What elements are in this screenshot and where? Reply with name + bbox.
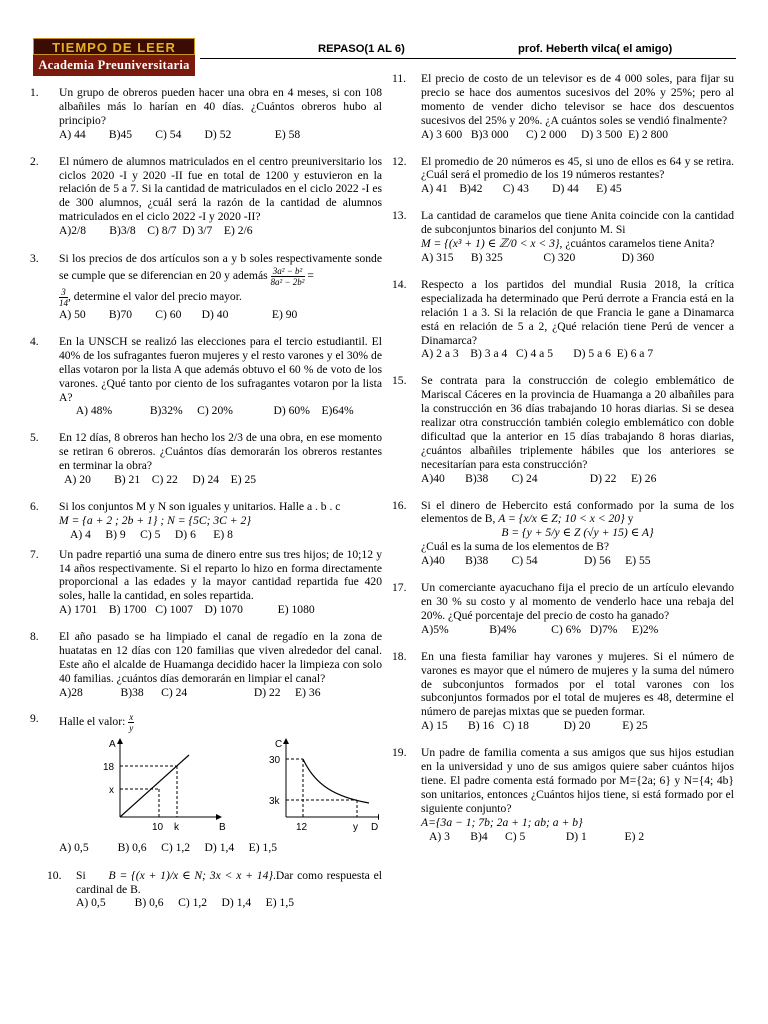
- x-axis-label: B: [219, 821, 226, 833]
- answer-options: A) 315 B) 325 C) 320 D) 360: [421, 250, 655, 264]
- question-1: [30, 86, 382, 142]
- question-number: 15.: [392, 374, 407, 388]
- question-8: [30, 630, 382, 700]
- answer-options: A) 50 B)70 C) 60 D) 40 E) 90: [59, 307, 298, 321]
- question-text-part: Si los precios de dos artículos son a y b soles respectivamente sonde se cumple que se diferencian en 20 y además: [59, 252, 382, 283]
- equals-sign: =: [307, 269, 314, 283]
- question-number: 19.: [392, 746, 407, 760]
- question-10: [30, 869, 382, 911]
- question-6: [30, 500, 382, 542]
- answer-options: A) 48% B)32% C) 20% D) 60% E)64%: [59, 404, 354, 418]
- question-text: Un padre repartió una suma de dinero entre sus tres hijos; de 10;12 y 14 años respectivamente. Si el reparto lo hizo en forma directamente proporcional a las edades y la mayor cantidad repartida fue 420 soles, halle la cantidad, en soles repartida.: [59, 547, 382, 603]
- answer-options: A) 41 B)42 C) 43 D) 44 E) 45: [421, 182, 622, 196]
- value-fraction: $\frac{3}{14}$: [59, 286, 68, 308]
- set-definition: M = {a + 2 ; 2b + 1} ; N = {5C; 3C + 2}: [59, 513, 251, 527]
- question-number: 11.: [392, 72, 407, 85]
- answer-options: A) 0,5 B) 0,6 C) 1,2 D) 1,4 E) 1,5: [59, 840, 278, 854]
- question-number: 18.: [392, 649, 407, 663]
- logo-bottom-text: Academia Preuniversitaria: [33, 55, 195, 76]
- x-tick-label: y: [353, 821, 358, 833]
- question-text: En 12 días, 8 obreros han hecho los 2/3 de una obra, en ese momento se retiran 6 obreros. ¿Cuántos días demorarán los obreros restantes en terminar la obra?: [59, 431, 382, 473]
- answer-options: A) 3 600 B)3 000 C) 2 000 D) 3 500 E) 2 800: [421, 127, 668, 141]
- x-axis-label: D: [371, 821, 379, 833]
- left-column: [30, 86, 382, 910]
- question-text: El año pasado se ha limpiado el canal de regadío en la zona de huatatas en 12 días con 120 familias que viven alrededor del canal. Este año el alcalde de Huamanga decidido hacer la limpieza con solo 40 familias. ¿cuántos días demorarán en limpiar el canal?: [59, 630, 382, 685]
- answer-options: A)5% B)4% C) 6% D)7% E)2%: [421, 622, 659, 636]
- answer-options: A) 4 B) 9 C) 5 D) 6 E) 8: [59, 527, 233, 541]
- question-text: Si B = {(x + 1)/x ∈ N; 3x < x + 14}.Dar como respuesta el cardinal de B.: [76, 868, 382, 896]
- question-number: 14.: [392, 277, 407, 291]
- y-axis-label: C: [275, 738, 283, 750]
- question-11: [392, 72, 734, 142]
- question-text: Un padre de familia comenta a sus amigos que sus hijos estudian en la universidad y uno de sus amigos quiere saber cuántos hijos tiene. El padre comenta está formado por M={2a; 6} y N={4; 4b} son unitarios, entonces ¿Cuántos hijos tiene, si está formado por el siguiente conjunto?: [421, 746, 734, 815]
- question-3: [30, 252, 382, 322]
- answer-options: A) 3 B)4 C) 5 D) 1 E) 2: [421, 829, 645, 843]
- question-prompt: ¿Cuál es la suma de los elementos de B?: [421, 540, 610, 554]
- question-text: Si el dinero de Hebercito está conformado por la suma de los elementos de B, A = {x/x ∈ Z; 10 < x < 20} y: [421, 498, 734, 526]
- answer-options: A)40 B)38 C) 24 D) 22 E) 26: [421, 471, 657, 485]
- answer-options: A)2/8 B)3/8 C) 8/7 D) 3/7 E) 2/6: [59, 224, 253, 238]
- answer-options: A) 20 B) 21 C) 22 D) 24 E) 25: [59, 473, 257, 487]
- question-9: [30, 712, 382, 855]
- question-number: 12.: [392, 154, 407, 168]
- question-number: 17.: [392, 581, 407, 595]
- question-text: Un grupo de obreros pueden hacer una obra en 4 meses, si con 108 albañiles más lo harían en 40 días. ¿Cuántos obreros hubo al principio?: [59, 86, 382, 127]
- xy-fraction: $\frac{x}{y}$: [129, 711, 134, 733]
- question-17: [392, 581, 734, 637]
- question-5: [30, 431, 382, 487]
- logo-top-text: TIEMPO DE LEER: [33, 38, 195, 55]
- y-tick-label: 18: [103, 761, 115, 773]
- answer-options: A) 15 B) 16 C) 18 D) 20 E) 25: [421, 719, 648, 733]
- question-number: 13.: [392, 209, 407, 223]
- question-text: En una fiesta familiar hay varones y mujeres. Si el número de varones es mayor que el número de mujeres y la suma del número de subconjuntos formados por el total varones con los subconjuntos formados por el total de mujeres es 48, determine el número de parejas mixtas que se pueden formar.: [421, 649, 734, 719]
- academy-logo: [33, 38, 195, 76]
- question-number: 1.: [30, 86, 39, 99]
- set-b: B = {y + 5/y ∈ Z (√y + 15) ∈ A}: [501, 526, 654, 540]
- line-series: [120, 755, 189, 817]
- ratio-fraction: $\frac{\text{3a² − b²}}{\text{8a² − 2b²}}$: [270, 265, 305, 287]
- question-text: Se contrata para la construcción de colegio emblemático de Mariscal Cáceres en la provincia de Huamanga a 20 albañiles para la construcción en 36 días trabajando 10 horas diarias. Si se desea realizar otra construcción también colegio emblemático con doble dificultad que la anterior en 15 días trabajando 8 horas diarias, ¿cuántos albañiles triplemente hábiles que los anteriores se necesitarían para esta construcción?: [421, 374, 734, 471]
- proportionality-graphs: [59, 733, 382, 841]
- question-number: 5.: [30, 431, 39, 445]
- question-16: [392, 499, 734, 569]
- y-tick-label: 30: [269, 754, 281, 766]
- graphs-svg: [59, 733, 379, 841]
- answer-options: A) 2 a 3 B) 3 a 4 C) 4 a 5 D) 5 a 6 E) 6 a 7: [421, 347, 654, 361]
- question-number: 16.: [392, 498, 407, 512]
- y-tick-label: 3k: [269, 795, 280, 807]
- question-number: 7.: [30, 547, 39, 561]
- y-tick-label: x: [109, 784, 114, 796]
- question-number: 8.: [30, 630, 39, 644]
- question-number: 10.: [47, 868, 62, 882]
- set-definition: M = {(x³ + 1) ∈ ℤ/0 < x < 3}: [421, 237, 560, 251]
- x-tick-label: 12: [296, 821, 308, 833]
- question-18: [392, 650, 734, 733]
- question-19: [392, 746, 734, 843]
- question-15: [392, 374, 734, 485]
- set-definition: A={3a − 1; 7b; 2a + 1; ab; a + b}: [421, 815, 583, 829]
- answer-options: A)28 B)38 C) 24 D) 22 E) 36: [59, 685, 321, 699]
- question-13: [392, 209, 734, 265]
- curve-series: [303, 759, 369, 803]
- answer-options: A) 1701 B) 1700 C) 1007 D) 1070 E) 1080: [59, 603, 315, 617]
- question-14: [392, 278, 734, 361]
- question-text: El promedio de 20 números es 45, si uno de ellos es 64 y se retira. ¿Cuál será el promedio de los 19 números restantes?: [421, 154, 734, 182]
- set-definition: B = {(x + 1)/x ∈ N; 3x < x + 14}: [108, 868, 274, 882]
- x-tick-label: k: [174, 821, 179, 833]
- question-text: El número de alumnos matriculados en el centro preuniversitario los ciclos 2020 -I y 2020 -II fue en total de 1200 y estuvieron en la relación de 5 a 7. Si la cantidad de matriculados en el ciclo 2022 -I es de 300 alumnos, ¿cuál será la razón de la cantidad de alumnos matriculados en el ciclo 2022 -I y 2020 -II?: [59, 154, 382, 224]
- question-4: [30, 335, 382, 418]
- question-number: 6.: [30, 499, 39, 513]
- question-text: Halle el valor: $\frac{x}{y}$: [59, 711, 134, 733]
- right-column: [392, 72, 734, 844]
- x-tick-label: 10: [152, 821, 164, 833]
- question-text: Respecto a los partidos del mundial Rusia 2018, la crítica especializada ha determinado que Perú derrote a Francia está en la relación 1 a 3. Si la relación de que Francia le gane a Dinamarca está en relación de 5 a 2, ¿Qué relación tiene Perú de vencer a Dinamarca?: [421, 277, 734, 347]
- answer-options: A) 0,5 B) 0,6 C) 1,2 D) 1,4 E) 1,5: [76, 896, 295, 910]
- question-text: Si los conjuntos M y N son iguales y unitarios. Halle a . b . c: [59, 499, 341, 513]
- graph-inverse: [269, 739, 379, 833]
- teacher-name: prof. Heberth vilca( el amigo): [518, 43, 673, 55]
- question-text: [59, 252, 382, 308]
- question-number: 4.: [30, 334, 39, 348]
- answer-options: A)40 B)38 C) 54 D) 56 E) 55: [421, 554, 651, 568]
- question-number: 3.: [30, 252, 39, 266]
- graph-direct: [103, 739, 226, 833]
- header-rule: [200, 58, 736, 59]
- question-number: 9.: [30, 711, 39, 725]
- set-a: A = {x/x ∈ Z; 10 < x < 20}: [498, 512, 625, 526]
- question-text: La cantidad de caramelos que tiene Anita coincide con la cantidad de subconjuntos binarios del conjunto M. Si M = {(x³ + 1) ∈ ℤ/0 < x < 3}, ¿cuántos caramelos tiene Anita?: [421, 209, 734, 251]
- question-text-part: , determine el valor del precio mayor.: [68, 290, 242, 304]
- question-number: 2.: [30, 154, 39, 168]
- question-12: [392, 155, 734, 197]
- question-text: El precio de costo de un televisor es de 4 000 soles, para fijar su precio se hace dos aumentos sucesivos del 20% y 25%; pero al momento de vender dicho televisor se hace dos descuentos sucesivos del 25% y 20%. ¿A cuántos soles se vendió finalmente?: [421, 72, 734, 127]
- question-text: En la UNSCH se realizó las elecciones para el tercio estudiantil. El 40% de los sufragantes fueron mujeres y el resto varones y el 30% de ellas votaron por la lista A que además obtuvo el 60 % de voto de los varones. ¿Qué tanto por ciento de los sufragantes votaron por la lista A?: [59, 334, 382, 404]
- question-text: Un comerciante ayacuchano fija el precio de un artículo elevando en 30 % su costo y al momento de venderlo hace una rebaja del 20%. ¿Qué porcentaje del precio de costo ha ganado?: [421, 581, 734, 622]
- question-7: [30, 548, 382, 618]
- y-axis-label: A: [109, 738, 116, 750]
- page-title: REPASO(1 AL 6): [318, 43, 405, 55]
- question-2: [30, 155, 382, 238]
- answer-options: A) 44 B)45 C) 54 D) 52 E) 58: [59, 127, 301, 141]
